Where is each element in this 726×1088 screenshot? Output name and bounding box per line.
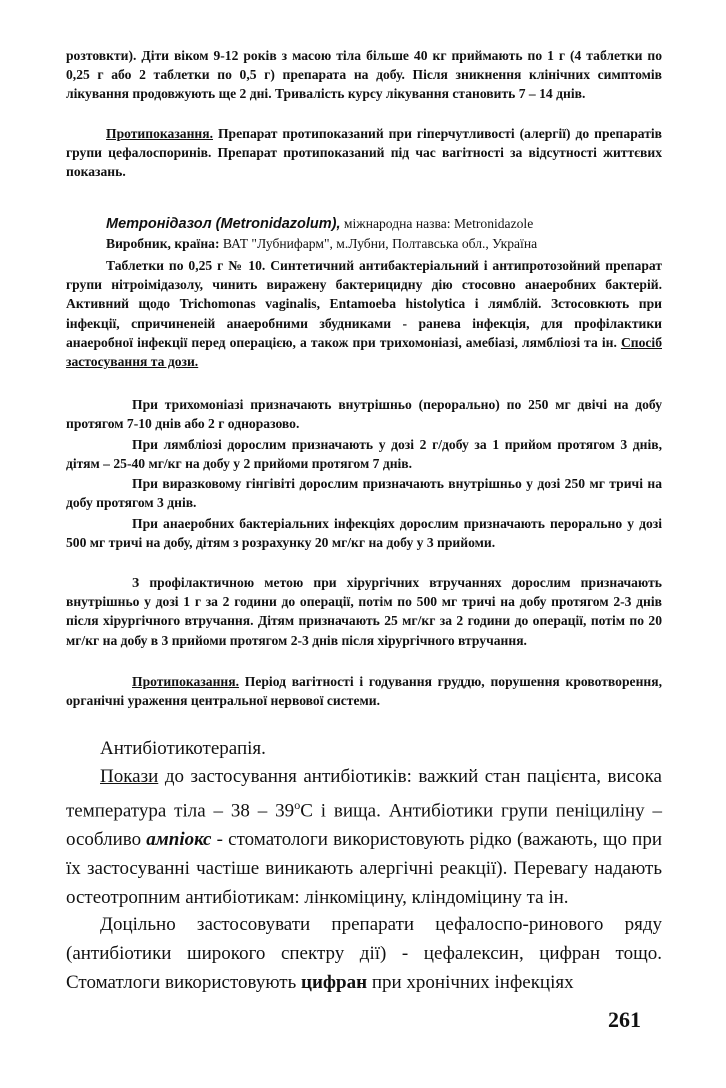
paragraph-contraindications-2 — [66, 672, 662, 710]
indications-text-2: С і вища. Антибіотики групи пеніциліну – особливо — [66, 800, 662, 851]
paragraph-cephalosporins — [66, 910, 662, 997]
contraindications-text-2: Період вагітності і годування груддю, порушення кровотворення, органічні ураження центральної нервової системи. — [66, 674, 662, 709]
dose-giardiasis: При лямбліозі дорослим призначають у дозі 2 г/добу за 1 прийом протягом 3 днів, дітям – 25-40 мг/кг на добу у 2 прийоми протягом 7 днів. — [66, 437, 662, 472]
cephalosporins-text-2: при хронічних інфекціях — [367, 972, 574, 993]
paragraph-indications — [66, 762, 662, 912]
cifran-term: цифран — [301, 972, 368, 993]
dose-prophylaxis: З профілактичною метою при хірургічних втручаннях дорослим призначають внутрішньо у дозі 1 г за 2 години до операції, потім по 500 мг тричі на добу протягом 2-3 днів після хірургічного втручання. Дітям призначають 25 мг/кг за 2 години до операції, потім по 20 мг/кг на добу в 3 прийоми протягом 2-3 днів після хірургічного втручання. — [66, 575, 662, 648]
indications-text-3: - стоматологи використовують рідко (важають, що при їх застосуванні частіше виникають алергічні реакції). Перевагу надають остеотропним антибіотикам: лінкоміцину, кліндоміцину та ін. — [66, 829, 662, 909]
contraindications-label-2: Протипоказання. — [132, 674, 239, 689]
indications-text-1: до застосування антибіотиків: важкий стан пацієнта, висока температура тіла – 38 – 39 — [66, 766, 662, 822]
drug-title-line — [66, 214, 662, 234]
drug-name: Метронідазол (Metronidazolum), — [106, 216, 341, 232]
manufacturer-line — [66, 234, 662, 253]
cephalosporins-text-1: Доцільно застосовувати препарати цефалоспо-ринового ряду (антибіотики широкого спектру дії) - цефалексин, цифран тощо. Стоматлоги використовують — [66, 914, 662, 993]
manufacturer-label: Виробник, країна: — [106, 236, 220, 252]
manufacturer-text: ВАТ "Лубнифарм", м.Лубни, Полтавська обл., Україна — [219, 236, 538, 252]
dose-trichomoniasis: При трихомоніазі призначають внутрішньо (перорально) по 250 мг двічі на добу протягом 7-10 днів або 2 г одноразово. — [66, 397, 662, 432]
drug-header — [66, 214, 662, 253]
drug-description — [66, 256, 662, 371]
drug-description-text: Таблетки по 0,25 г № 10. Синтетичний антибактеріальний і антипротозойний препарат групи нітроімідазолу, чинить виражену бактерицидну дію стосовно анаеробних бактерій. Активний щодо Trichomonas vaginalis, Entamoeba histolytica і лямблій. Зстосовкють при інфекції, спричиненеій анаеробними збудниками - ранева інфекція, для профілактики анаеробної інфекції перед операцією, а також при трихомоніазі, амебіазі, лямбліозі та ін. — [66, 258, 662, 350]
paragraph-contraindications-1 — [66, 124, 662, 182]
ampioks-term: ампіокс — [146, 829, 212, 851]
contraindications-text: Препарат протипоказаний при гіперчутливості (алергії) до препаратів групи цефалоспоринів. Препарат протипоказаний під час вагітності за відсутності життєвих показань. — [66, 126, 662, 180]
paragraph-dosage-children: розтовкти). Діти віком 9-12 років з масою тіла більше 40 кг приймають по 1 г (4 таблетки по 0,25 г або 2 таблетки по 0,5 г) препарата на добу. Після зникнення клінічних симптомів лікування продовжують ще 2 дні. Тривалість курсу лікування становить 7 – 14 днів. — [66, 48, 662, 102]
contraindications-label: Протипоказання. — [106, 126, 213, 141]
section-title: Антибіотикотерапія. — [100, 738, 266, 759]
intl-name: Metronidazole — [453, 216, 534, 231]
method-label: Спосіб застосування та дози. — [66, 334, 662, 370]
intl-name-label: міжнародна назва: — [340, 216, 454, 231]
indications-label: Покази — [100, 766, 159, 787]
dose-anaerobic: При анаеробних бактеріальних інфекціях дорослим призначають перорально у дозі 500 мг тричі на добу, дітям з розрахунку 20 мг/кг на добу у 3 прийоми. — [66, 516, 662, 551]
degree-mark: о — [294, 798, 301, 812]
page-number: 261 — [608, 1007, 641, 1032]
dose-gingivitis: При виразковому гінгівіті дорослим призначають внутрішньо у дозі 250 мг тричі на добу протягом 3 днів. — [66, 476, 662, 511]
